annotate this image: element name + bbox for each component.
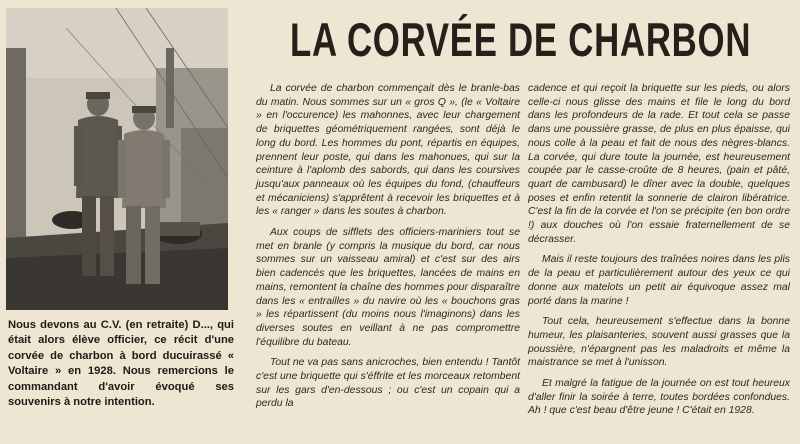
photo-caption: Nous devons au C.V. (en retraite) D..., qui était alors élève officier, ce récit d'une corvée de charbon à bord ducuirassé « Voltaire » en 1928. Nous remercions le commandant d'avoir évoqué ses souvenirs à notre intention. <box>8 319 234 409</box>
article-column-1 <box>256 82 520 418</box>
paragraph: Et malgré la fatigue de la journée on est tout heureux d'aller finir la soirée à terre, toutes bordées confondues. Ah ! que c'est beau d'être jeune ! C'était en 1928. <box>528 378 790 417</box>
article-title: LA CORVÉE DE CHARBON <box>290 13 752 66</box>
sailors-photo-drawing <box>6 8 228 310</box>
paragraph: Tout ne va pas sans anicroches, bien entendu ! Tantôt c'est une briquette qui s'éffrite et les morceaux retombent sur les gars d'en-dessous ; ou c'est un copain qui a perdu la <box>256 357 520 410</box>
paragraph: cadence et qui reçoit la briquette sur les pieds, ou alors celle-ci nous glisse des mains et file le long du bord dans les profondeurs de la rade. Et tout cela se passe dans une poussière grasse, de plus en plus épaisse, qui nous colle à la peau et fait de nous des nègres-blancs. La corvée, qui dure toute la journée, est heureusement coupée par le casse-croûte de 8 heures, (pain et pâté, quart de cambusard) le dîner avec la double, quelques poses et enfin retentit la sonnerie de clairon libératrice. C'est la fin de la corvée et l'on se précipite (en bon ordre !) aux douches où l'on essaie fraternellement de se décrasser. <box>528 83 790 245</box>
paragraph: Aux coups de sifflets des officiers-mariniers tout se met en branle (y compris la musique du bord, car nous sommes sur un vaisseau amiral) et c'est sur des airs bien cadencés que les briquettes, lancées de mains en mains, remontent la chaîne des hommes pour disparaître dans les « entrailles » du navire où les « bouchons gras » les répartissent (du moins nous l'imaginons) dans les diverses soutes en veillant à ne pas compromettre l'équilibre du bateau. <box>256 227 520 348</box>
paragraph: Tout cela, heureusement s'effectue dans la bonne humeur, les plaisanteries, souvent aussi grasses que la poussière, n'épargnent pas les maladroits et même la maistrance se met à l'unisson. <box>528 316 790 369</box>
paragraph: Mais il reste toujours des traînées noires dans les plis de la peau et particulièrement autour des yeux ce qui donne aux matelots un petit air équivoque assez mal porté dans la marine ! <box>528 254 790 307</box>
paragraph: La corvée de charbon commençait dès le branle-bas du matin. Nous sommes sur un « gros Q », (le « Voltaire » en l'occurence) les mahonnes, avec leur chargement de briquettes géométriquement rangées, sont déjà le long du bord. Les hommes du pont, répartis en équipes, prennent leur poste, qui dans les mahonues, qui sur la ceinture à l'aplomb des sabords, qui dans les coursives jusqu'aux panneaux où les équipes du fond, (chauffeurs et mécaniciens) s'apprêtent à recevoir les briquettes et à les « ranger » dans les soutes à charbon. <box>256 83 520 218</box>
article-column-2 <box>528 82 790 425</box>
sailors-photo <box>6 8 228 310</box>
